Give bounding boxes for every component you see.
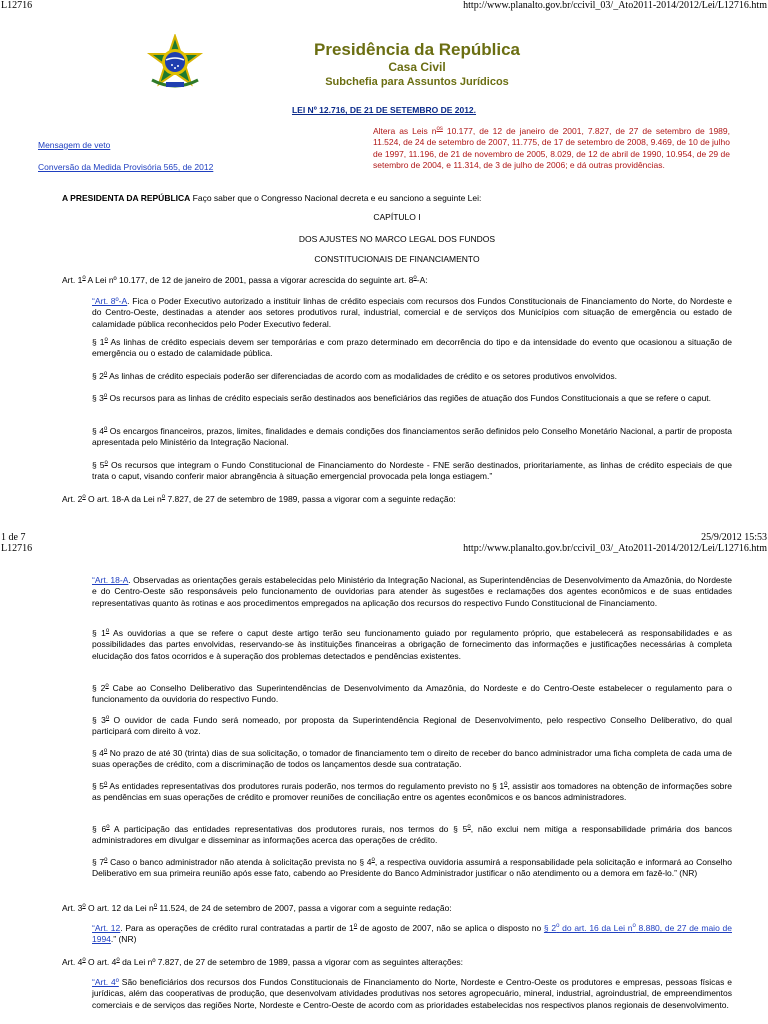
page-2-header-url: http://www.planalto.gov.br/ccivil_03/_Ato2011-2014/2012/Lei/L12716.htm: [463, 543, 767, 554]
law-summary: Altera as Leis $n^{os}$ 10.177, de 12 de janeiro de 2001, 7.827, de 27 de setembro de 1989, 11.524, de 24 de setembro de 2007, 11.775, de 17 de setembro de 2008, 9.469, de 10 de julho de 1997, 11.196, de 21 de novembro de 2005, 8.029, de 12 de abril de 1990, 10.954, de 29 de setembro de 2004, e 11.314, de 3 de julho de 2006; e dá outras providências.: [373, 126, 730, 170]
article-18a-paragraph-7: § 7$^o$ Caso o banco administrador não atenda à solicitação prevista no § 4$^o$, a respectiva ouvidoria assumirá a responsabilidade pela solicitação e informará ao Conselho Deliberativo em sua primeira reunião após esse fato, cabendo ao Presidente do Banco Administrador justificar o não atendimento ou a demora em fazê-lo.” (NR): [92, 857, 732, 879]
masthead-title: Presidência da República: [314, 40, 520, 59]
chapter-title-line-1: DOS AJUSTES NO MARCO LEGAL DOS FUNDOS: [298, 234, 496, 244]
article-18a: “Art. 18-A. Observadas as orientações gerais estabelecidas pelo Ministério da Integração Nacional, as Superintendências de Desenvolvimento da Amazônia, do Nordeste e do Centro-Oeste são responsáveis pelo funcionamento de ouvidorias para atender às sugestões e reclamações dos agentes econômicos e de suas entidades representativas quanto às rotinas e aos procedimentos empregados na aplicação dos recursos do respectivo Fundo Constitucional de Financiamento.: [92, 575, 732, 608]
article-12-link[interactable]: “Art. 12: [92, 923, 121, 933]
article-4: Art. 4$^o$ O art. 4$^o$ da Lei nº 7.827, de 27 de setembro de 1989, passa a vigorar com as seguintes alterações:: [62, 957, 464, 967]
page-header-title: L12716: [1, 0, 33, 11]
article-1: Art. 1$^o$ A Lei nº 10.177, de 12 de janeiro de 2001, passa a vigorar acrescida do seguinte art. 8$^o$-A:: [62, 275, 428, 285]
article-8a-paragraph-3: § 3$^o$ Os recursos para as linhas de crédito especiais serão destinados aos beneficiários das regiões de atuação dos Fundos Constitucionais a que se refere o caput.: [92, 393, 712, 403]
article-18a-paragraph-3: § 3$^o$ O ouvidor de cada Fundo será nomeado, por proposta da Superintendência Regional de Desenvolvimento, pelo respectivo Conselho Deliberativo, do qual participará com direito à voz.: [92, 715, 732, 737]
article-4-link[interactable]: “Art. 4º: [92, 977, 119, 987]
article-18a-paragraph-1: § 1$^o$ As ouvidorias a que se refere o caput deste artigo terão seu funcionamento guiado por regulamento próprio, que estabelecerá as responsabilidades e as possibilidades das partes envolvidas, reservando-se às instituições financeiras a obrigação de fornecimento das informações e justificações necessárias à completa elucidação dos fatos ocorridos e à superação dos problemas detectados e pendências existentes.: [92, 628, 732, 661]
page-footer-date: 25/9/2012 15:53: [701, 532, 767, 543]
article-18a-paragraph-5: § 5$^o$ As entidades representativas dos produtores rurais poderão, nos termos do regulamento previsto no § 1$^o$, assistir aos tomadores na obtenção de informações sobre as pendências em suas operações de crédito e promover reuniões de conciliação entre os agentes econômicos e os bancos administradores.: [92, 781, 732, 803]
article-18a-link[interactable]: “Art. 18-A: [92, 575, 129, 585]
article-8a: “Art. 8º-A. Fica o Poder Executivo autorizado a instituir linhas de crédito especiais com recursos dos Fundos Constitucionais de Financiamento do Norte, do Nordeste e do Centro-Oeste, destinadas a atender aos setores produtivos rural, industrial, comercial e de serviços dos Municípios com situação de emergência ou estado de calamidade pública reconhecidos pelo Poder Executivo federal.: [92, 296, 733, 329]
chapter-label: CAPÍTULO I: [373, 212, 421, 222]
chapter-title-line-2: CONSTITUCIONAIS DE FINANCIAMENTO: [314, 254, 480, 264]
article-8a-paragraph-4: § 4$^o$ Os encargos financeiros, prazos, limites, finalidades e demais condições dos financiamentos serão definidos pelo Conselho Monetário Nacional, a partir de proposta apresentada pelo Ministério da Integração Nacional.: [92, 426, 732, 448]
page-footer-number: 1 de 7: [1, 532, 26, 543]
article-18a-paragraph-2: § 2$^o$ Cabe ao Conselho Deliberativo das Superintendências de Desenvolvimento da Amazônia, do Nordeste e do Centro-Oeste estabelecer o regulamento para o funcionamento da ouvidoria do respectivo Fundo.: [92, 683, 732, 705]
article-2: Art. 2$^o$ O art. 18-A da Lei $n^o$ 7.827, de 27 de setembro de 1989, passa a vigorar com a seguinte redação:: [62, 494, 456, 504]
page-2-header-title: L12716: [1, 543, 33, 554]
page-header-url: http://www.planalto.gov.br/ccivil_03/_Ato2011-2014/2012/Lei/L12716.htm: [463, 0, 767, 11]
coat-of-arms-icon: [146, 34, 204, 92]
article-12: “Art. 12. Para as operações de crédito rural contratadas a partir de 1$^o$ de agosto de 2007, não se aplica o disposto no § 2$^o$ do art. 16 da Lei $n^o$ 8.880, de 27 de maio de 1994.” (NR): [92, 923, 732, 945]
article-8a-link[interactable]: “Art. 8º-A: [92, 296, 128, 306]
article-8a-paragraph-1: § 1$^o$ As linhas de crédito especiais devem ser temporárias e com prazo determinado em decorrência do tipo e da intensidade do evento que ocasionou a situação de emergência ou o estado de calamidade pública.: [92, 337, 732, 359]
article-18a-paragraph-6: § 6$^o$ A participação das entidades representativas dos produtores rurais, nos termos do § 5$^o$, não exclui nem mitiga a responsabilidade primária dos bancos administradores em divulgar e disseminar as informações acerca das operações de crédito.: [92, 824, 732, 846]
article-18a-paragraph-4: § 4$^o$ No prazo de até 30 (trinta) dias de sua solicitação, o tomador de financiamento tem o direito de receber do banco administrador uma ficha completa de cada uma de suas operações de crédito, com a discriminação de todos os lançamentos desde sua contratação.: [92, 748, 732, 770]
article-8a-paragraph-2: § 2$^o$ As linhas de crédito especiais poderão ser diferenciadas de acordo com as modalidades de crédito e os setores produtivos envolvidos.: [92, 371, 617, 381]
masthead-subtitle: Casa Civil: [388, 60, 446, 74]
article-8a-paragraph-5: § 5$^o$ Os recursos que integram o Fundo Constitucional de Financiamento do Nordeste - FNE serão destinados, prioritariamente, as linhas de crédito especiais de que trata o caput, visando conferir maior abrangência à situação emergencial provocada pela longa estiagem.”: [92, 460, 732, 482]
conversion-mp-link[interactable]: Conversão da Medida Provisória 565, de 2012: [38, 162, 214, 172]
masthead-subtitle-2: Subchefia para Assuntos Jurídicos: [325, 76, 509, 88]
article-3: Art. 3$^o$ O art. 12 da Lei $n^o$ 11.524, de 24 de setembro de 2007, passa a vigorar com a seguinte redação:: [62, 903, 452, 913]
preamble: A PRESIDENTA DA REPÚBLICA Faço saber que o Congresso Nacional decreta e eu sanciono a seguinte Lei:: [62, 193, 482, 203]
veto-message-link[interactable]: Mensagem de veto: [38, 140, 111, 150]
article-4-new-text: “Art. 4º São beneficiários dos recursos dos Fundos Constitucionais de Financiamento do Norte, Nordeste e Centro-Oeste os produtores e empresas, pessoas físicas e jurídicas, além das cooperativas de produção, que desenvolvam atividades produtivas nos setores agropecuário, mineral, industrial, agroindustrial, de empreendimentos comerciais e de serviços das regiões Norte, Nordeste e Centro-Oeste de acordo com as prioridades estabelecidas nos respectivos planos regionais de desenvolvimento.: [92, 977, 732, 1010]
law-title-link[interactable]: LEI Nº 12.716, DE 21 DE SETEMBRO DE 2012.: [291, 105, 477, 115]
law-8880-link[interactable]: § 2$^o$ do art. 16 da Lei $n^o$ 8.880, de 27 de maio de 1994: [92, 923, 732, 945]
